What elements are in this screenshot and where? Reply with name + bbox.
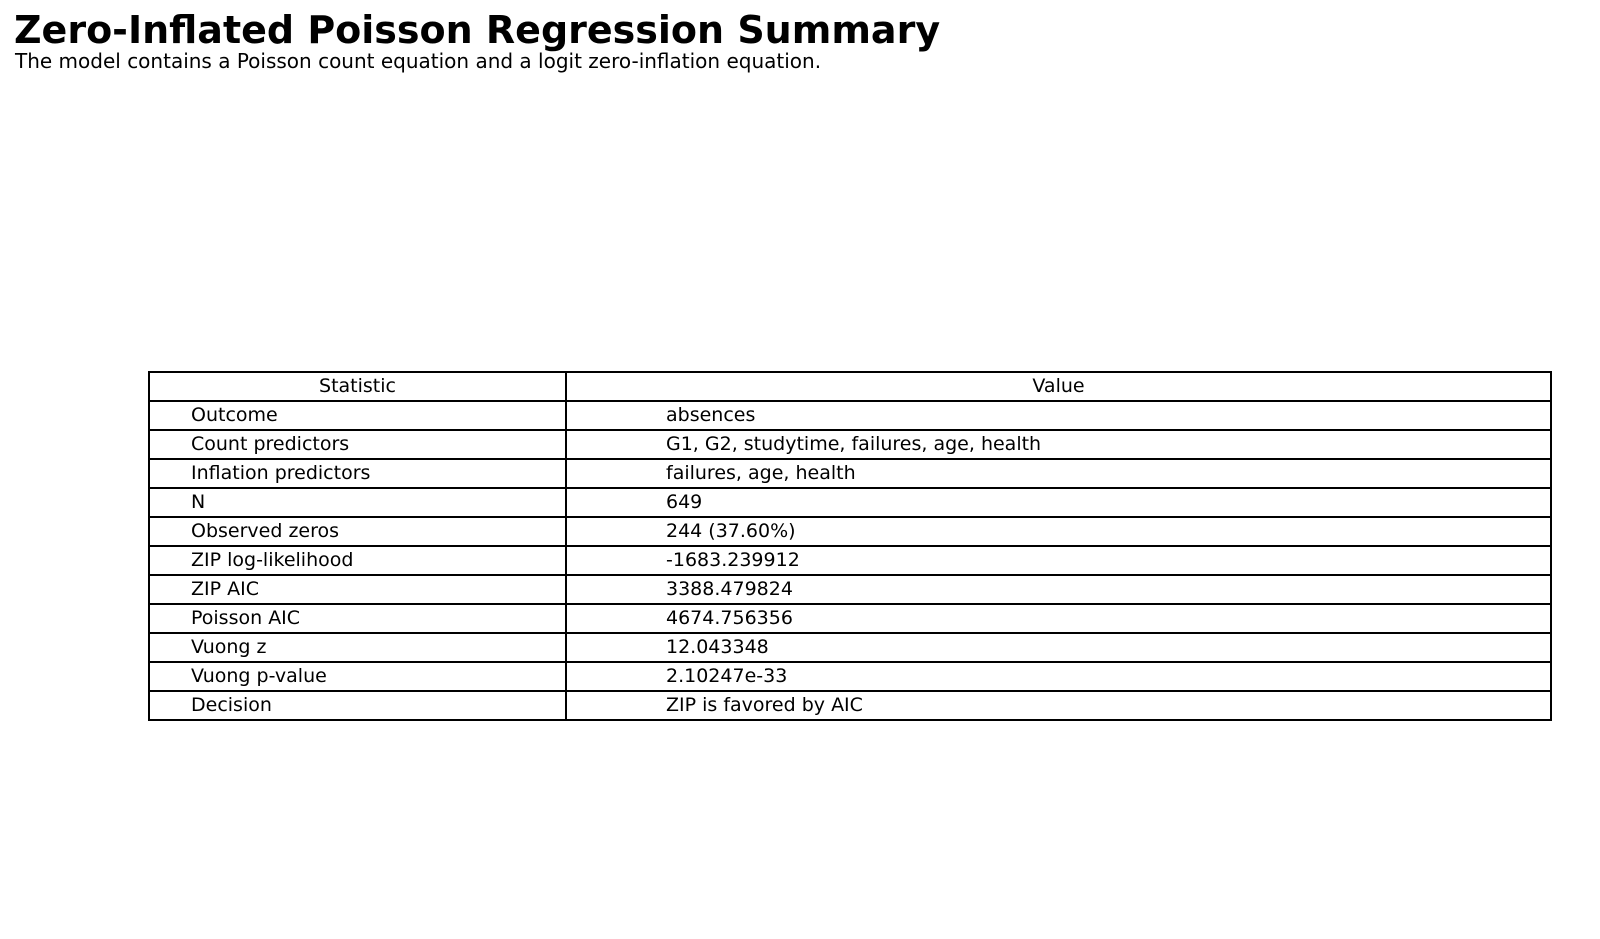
table-header-row — [149, 372, 1551, 401]
statistic-cell: Poisson AIC — [149, 604, 566, 633]
column-header-statistic: Statistic — [149, 372, 566, 401]
value-cell: ZIP is favored by AIC — [566, 691, 1551, 720]
table-row — [149, 517, 1551, 546]
table-row — [149, 430, 1551, 459]
summary-table — [148, 371, 1552, 721]
table-row — [149, 691, 1551, 720]
statistic-cell: Vuong z — [149, 633, 566, 662]
value-cell: -1683.239912 — [566, 546, 1551, 575]
value-cell: failures, age, health — [566, 459, 1551, 488]
statistic-cell: Observed zeros — [149, 517, 566, 546]
table-row — [149, 459, 1551, 488]
value-cell: 649 — [566, 488, 1551, 517]
table-row — [149, 488, 1551, 517]
value-cell: 3388.479824 — [566, 575, 1551, 604]
statistic-cell: Vuong p-value — [149, 662, 566, 691]
statistic-cell: ZIP AIC — [149, 575, 566, 604]
value-cell: absences — [566, 401, 1551, 430]
table-row — [149, 575, 1551, 604]
table-row — [149, 662, 1551, 691]
table-row — [149, 604, 1551, 633]
statistic-cell: Inflation predictors — [149, 459, 566, 488]
value-cell: 4674.756356 — [566, 604, 1551, 633]
value-cell: 244 (37.60%) — [566, 517, 1551, 546]
statistic-cell: Outcome — [149, 401, 566, 430]
chart-subtitle: The model contains a Poisson count equation and a logit zero-inflation equation. — [15, 49, 822, 73]
value-cell: 12.043348 — [566, 633, 1551, 662]
value-cell: G1, G2, studytime, failures, age, health — [566, 430, 1551, 459]
table-row — [149, 401, 1551, 430]
column-header-value: Value — [566, 372, 1551, 401]
statistic-cell: Decision — [149, 691, 566, 720]
value-cell: 2.10247e-33 — [566, 662, 1551, 691]
chart-title: Zero-Inflated Poisson Regression Summary — [14, 8, 941, 52]
table-row — [149, 546, 1551, 575]
statistic-cell: N — [149, 488, 566, 517]
statistic-cell: ZIP log-likelihood — [149, 546, 566, 575]
statistic-cell: Count predictors — [149, 430, 566, 459]
table-row — [149, 633, 1551, 662]
